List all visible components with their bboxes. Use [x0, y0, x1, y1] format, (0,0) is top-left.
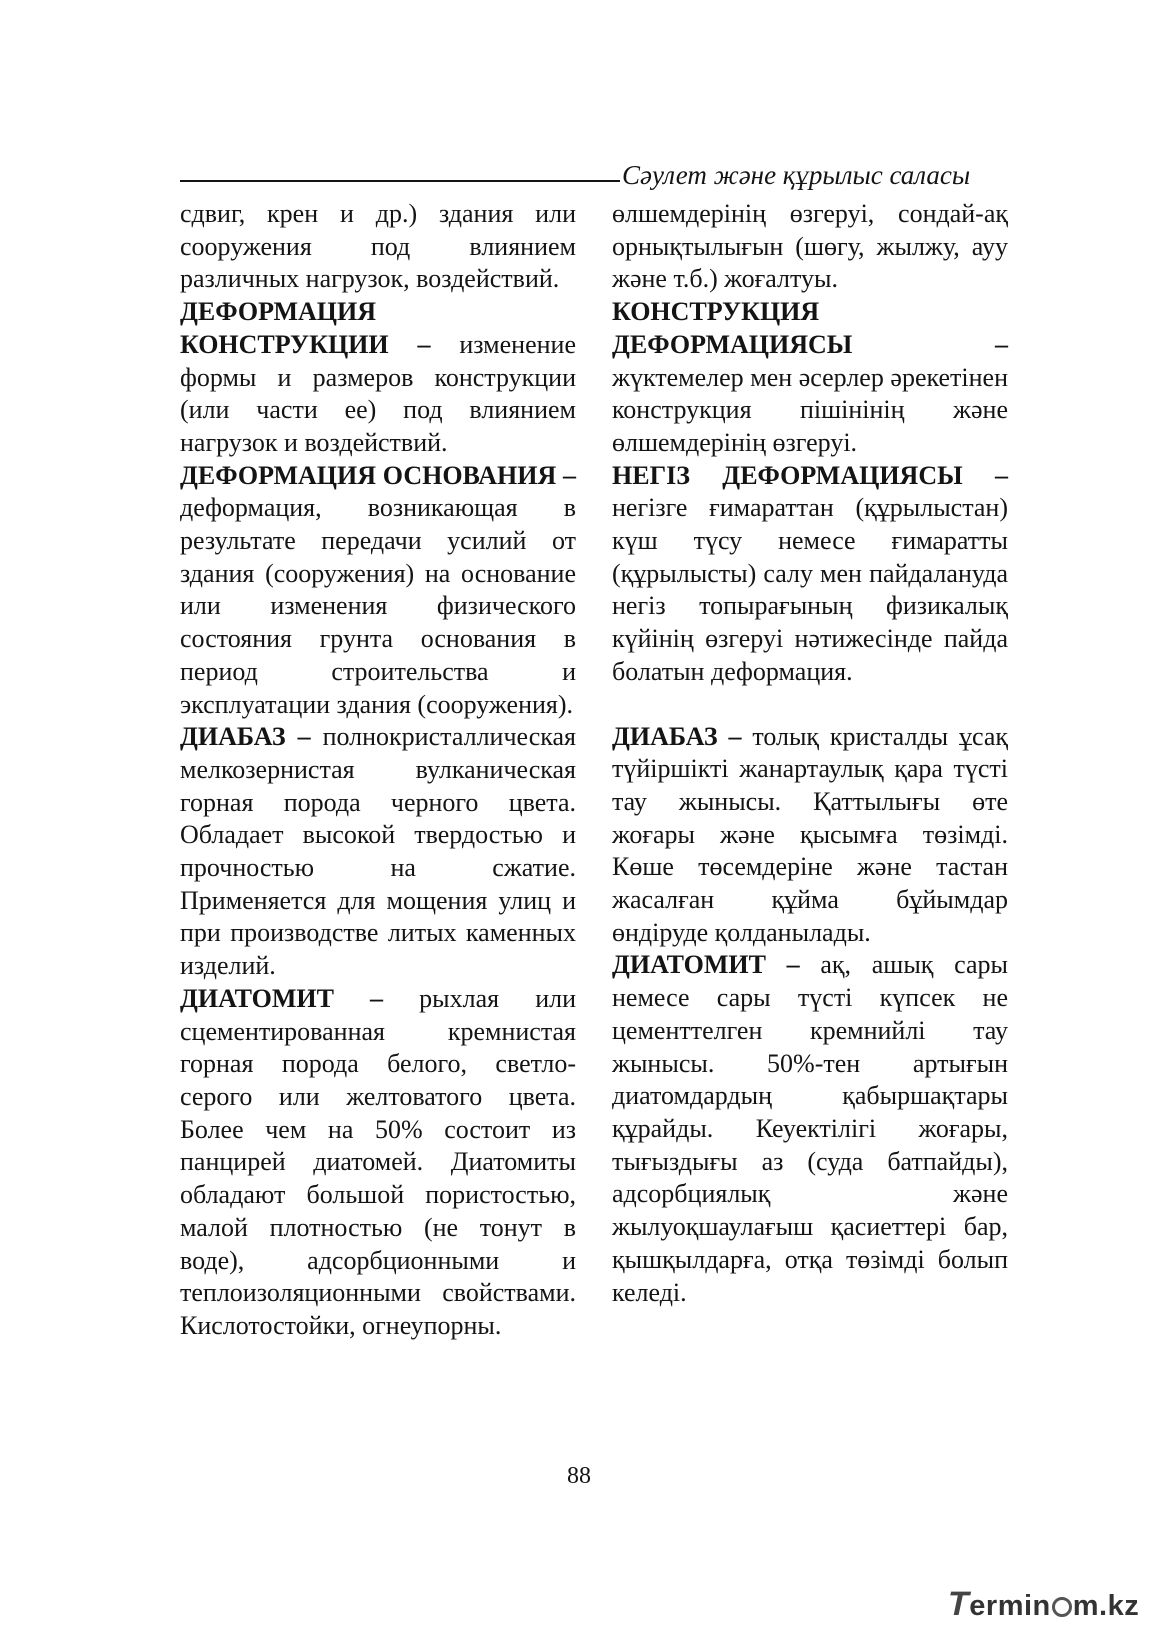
entry-definition: деформация, возникающая в результате передачи усилий от здания (сооружения) на основание или изменения физического состояния грунта основания в период строительства и эксплуатации здания (сооружения).	[180, 493, 576, 719]
dictionary-entry	[180, 296, 576, 460]
dictionary-entry	[612, 296, 1008, 460]
watermark-text-part1: ermin	[969, 1590, 1051, 1622]
term-dash: –	[995, 329, 1008, 359]
dictionary-entry	[612, 460, 1008, 689]
watermark-o-icon	[1052, 1597, 1072, 1617]
entry-term: КОНСТРУКЦИЯ ДЕФОРМАЦИЯСЫ	[612, 297, 853, 359]
entry-term: НЕГІЗ ДЕФОРМАЦИЯСЫ	[612, 460, 963, 490]
dictionary-entry	[612, 721, 1008, 950]
entry-definition: жүктемелер мен әсерлер әрекетінен конструкция пішінінің және өлшемдерінің өзгеруі.	[612, 362, 1008, 457]
entry-continuation: өлшемдерінің өзгеруі, сондай-ақ орнықтылығын (шөгу, жылжу, ауу және т.б.) жоғалтуы.	[612, 199, 1008, 294]
left-column	[180, 198, 576, 1343]
entry-continuation: сдвиг, крен и др.) здания или сооружения под влиянием различных нагрузок, воздействий.	[180, 199, 576, 294]
running-header: Сәулет және құрылыс саласы	[622, 160, 971, 190]
entry-definition: ақ, ашық сары немесе сары түсті күпсек не цементтелген кремнийлі тау жынысы. 50%-тен артығын диатомдардың қабыршақтары құрайды. Кеуектілігі жоғары, тығыздығы аз (суда батпайды), адсорбциялық және жылуоқшаулағыш қасиеттері бар, қышқылдарға, отқа төзімді болып келеді.	[612, 950, 1009, 1307]
entry-definition: рыхлая или сцементированная кремнистая горная порода белого, светло-серого или желтоватого цвета. Более чем на 50% состоит из панцирей диатомей. Диатомиты обладают большой пористостью, малой плотностью (не тонут в воде), адсорбционными и теплоизоляционными свойствами. Кислотостойки, огнеупорны.	[180, 983, 577, 1340]
entry-spacer	[612, 689, 1008, 721]
watermark-text-part2: m.kz	[1072, 1590, 1140, 1622]
page-number: 88	[567, 1463, 591, 1489]
term-dash: –	[563, 460, 576, 490]
entry-term: ДИАТОМИТ	[612, 950, 766, 980]
entry-term: ДИАБАЗ	[180, 722, 286, 752]
dictionary-entry	[180, 460, 576, 722]
entry-definition: негізге ғимараттан (құрылыстан) күш түсу немесе ғимаратты (құрылысты) салу мен пайдалануда негіз топырағының физикалық күйінің өзгеруі нәтижесінде пайда болатын деформация.	[612, 493, 1008, 686]
dictionary-entry	[180, 983, 576, 1343]
entry-term: ДЕФОРМАЦИЯ КОНСТРУКЦИИ	[180, 297, 389, 359]
entry-term: ДИАТОМИТ	[180, 983, 334, 1013]
entry-term: ДЕФОРМАЦИЯ ОСНОВАНИЯ	[180, 460, 557, 490]
term-dash: –	[786, 950, 800, 980]
term-dash: –	[728, 721, 742, 751]
header-rule	[180, 180, 620, 182]
dictionary-entry	[612, 949, 1008, 1309]
entry-definition: полнокристаллическая мелкозернистая вулканическая горная порода черного цвета. Обладает высокой твердостью и прочностью на сжатие. Применяется для мощения улиц и при производстве литых каменных изделий.	[180, 722, 576, 981]
entry-term: ДИАБАЗ	[612, 721, 718, 751]
term-dash: –	[417, 329, 431, 359]
watermark-t-icon: T	[944, 1585, 974, 1623]
right-column	[612, 198, 1008, 1309]
dictionary-entry	[180, 721, 576, 983]
entry-definition: толық кристалды ұсақ түйіршікті жанартаулық қара түсті тау жынысы. Қаттылығы өте жоғары және қысымға төзімді. Көше төсемдеріне және тастан жасалған құйма бұйымдар өндіруде қолданылады.	[612, 721, 1009, 947]
term-dash: –	[370, 983, 384, 1013]
watermark-logo	[944, 1585, 1148, 1625]
entry-definition: изменение формы и размеров конструкции (или части ее) под влиянием нагрузок и воздействий.	[180, 329, 576, 457]
term-dash: –	[995, 460, 1008, 490]
term-dash: –	[297, 722, 311, 752]
